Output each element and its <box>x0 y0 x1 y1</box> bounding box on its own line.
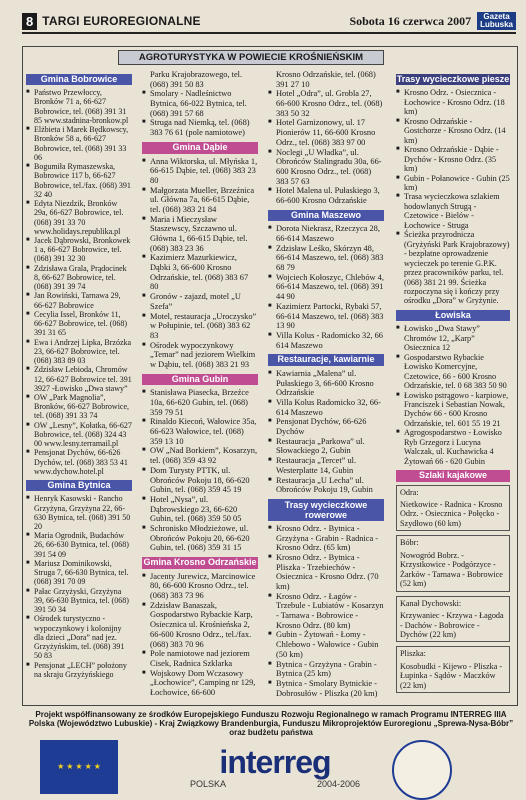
list-item-text: Wojciech Kołoszyc, Chlebów 4, 66-614 Maszewo, tel. (068) 391 44 90 <box>276 272 384 302</box>
bullet-icon: ■ <box>396 231 400 238</box>
list-item-text: Pensjonat Dychów, 66-626 Dychów <box>276 417 367 437</box>
list-dabie <box>142 157 258 370</box>
list-item-text: Bogumiła Rymaszewska, Bobrowice 117 b, 66-627 Bobrowice, tel./fax. (068) 391 32 40 <box>34 162 131 199</box>
list-item <box>268 186 384 205</box>
list-item <box>268 70 384 89</box>
list-item-text: Krosno Odrzańskie - Dąbie - Dychów - Krosno Odrz. (35 km) <box>404 145 499 174</box>
list-item <box>26 88 132 125</box>
list-bobrowice <box>26 88 132 476</box>
list-item-text: Pole namiotowe nad jeziorem Cisek, Radnica Szklarka <box>150 649 250 668</box>
list-item-text: Ośrodek turystyczno - wypoczynkowy i kolonijny dla dzieci „Dora” nad jez. Grzyżyńskim, tel. (068) 391 50 83 <box>34 614 125 661</box>
list-item-text: Hotel Garnizonowy, ul. 17 Pionierów 11, 66-600 Krosno Odrz., tel. (068) 383 97 00 <box>276 118 376 147</box>
list-item-text: OW „Nad Borkiem”, Kosarzyn, tel. (068) 359 43 92 <box>150 446 258 466</box>
list-item <box>268 148 384 187</box>
bullet-icon: ■ <box>142 389 146 396</box>
list-item-text: Rinaldo Kiecoń, Wałowice 35a, 66-623 Wałowice, tel. (068) 359 13 10 <box>150 417 257 446</box>
list-item-text: Łowisko „Dwa Stawy” Chromów 12, „Karp” Osiecznica 12 <box>404 324 480 353</box>
list-item <box>142 215 258 254</box>
kayak-route <box>396 646 510 693</box>
list-item <box>26 421 132 449</box>
bullet-icon: ■ <box>26 89 30 96</box>
bullet-icon: ■ <box>26 661 30 668</box>
list-item <box>396 174 510 193</box>
list-item-text: Gospodarstwo Rybackie Łowisko Komercyjne, Czetowice, 66 - 600 Krosno Odrzańskie, tel. 0 68 383 50 90 <box>404 352 507 391</box>
list-gubin <box>142 388 258 553</box>
list-bytnica <box>26 494 132 679</box>
list-item <box>142 524 258 553</box>
list-item <box>26 199 132 236</box>
interreg-years: 2004-2006 <box>316 779 360 789</box>
list-item-text: Motel, restauracja „Uroczysko” w Połupinie, tel. (068) 383 62 83 <box>150 311 257 340</box>
list-item <box>142 649 258 668</box>
bullet-icon: ■ <box>142 254 146 261</box>
list-item <box>142 312 258 341</box>
list-item <box>268 89 384 118</box>
bullet-icon: ■ <box>268 302 272 309</box>
column-3 <box>268 70 384 698</box>
bullet-icon: ■ <box>26 264 30 271</box>
section-header-gubin: Gmina Gubin <box>142 374 258 386</box>
list-item <box>26 236 132 264</box>
list-item-text: Gubin - Żytowań - Łomy - Chlebowo - Wałowice - Gubin (50 km) <box>276 630 379 659</box>
list-item-text: Agrogospodarstwo - Łowisko Ryb Grzegorz i Lucyna Walczak, ul. Kuchawicka 4 Żytowań 66 - 620 Gubin <box>404 428 502 466</box>
interreg-wordmark: interreg <box>219 744 331 780</box>
bullet-icon: ■ <box>268 148 272 155</box>
bullet-icon: ■ <box>268 187 272 194</box>
bullet-icon: ■ <box>268 418 272 425</box>
list-item <box>268 630 384 659</box>
bullet-icon: ■ <box>396 391 400 398</box>
list-item <box>268 456 384 475</box>
list-item-text: Jacenty Jurewicz, Marcinowice 80, 66-600 Krosno Odrz., tel. (068) 383 73 96 <box>150 571 256 601</box>
list-item-text: Zdzisław Banaszak, Gospodarstwo Rybackie Karp, Osiecznica ul. Krośnieńska 2, 66-600 Krosno Odrz., tel./fax. (068) 383 70 96 <box>150 600 253 649</box>
list-item <box>142 118 258 137</box>
list-item-text: Hotel „Odra”, ul. Grobla 27, 66-600 Krosno Odrz., tel. (068) 383 50 32 <box>276 89 383 118</box>
page-number: 8 <box>22 13 37 30</box>
bullet-icon: ■ <box>142 186 146 193</box>
list-kajakowe <box>396 485 510 694</box>
list-item-text: Kazimierz Mazurkiewicz, Dąbki 3, 66-600 Krosno Odrzańskie, tel. (068) 383 67 80 <box>150 253 249 292</box>
list-item-text: Hotel Malena ul. Pułaskiego 3, 66-600 Krosno Odrzańskie <box>276 186 380 205</box>
list-restauracje <box>268 369 384 495</box>
list-item-text: Edyta Niezdzik, Bronków 29a, 66-627 Bobrowice, tel. (068) 391 33 70 www.holidays.republika.pl <box>34 199 124 236</box>
kayak-route-text: Nowogród Bobrz. - Krzystkowice - Podgórzyce - Żarków - Tarnawa - Bobrowice (52 km) <box>400 550 503 589</box>
list-item-text: Zdzisława Grala, Prądocinek 8, 66-627 Bobrowice, tel. (068) 391 39 74 <box>34 263 127 292</box>
list-item <box>142 388 258 417</box>
list-item-text: Wojskowy Dom Wczasowy „Łochowice”, Camping nr 129, Łochowice, 66-600 <box>150 668 256 697</box>
list-item-text: Parku Krajobrazowego, tel. (068) 391 50 83 <box>150 70 243 89</box>
list-item-text: Łowisko pstrągowo - karpiowe, Franciszek i Sebastian Nowak, Dychów 66 - 600 Krosno Odrzańskie, tel. 601 55 19 21 <box>404 390 509 428</box>
list-item <box>142 601 258 649</box>
bullet-icon: ■ <box>268 457 272 464</box>
bullet-icon: ■ <box>142 447 146 454</box>
bullet-icon: ■ <box>26 559 30 566</box>
bullet-icon: ■ <box>26 200 30 207</box>
list-item <box>268 679 384 698</box>
kayak-route-text: Kosobudki - Kijewo - Pliszka - Łupinka - Sądów - Maczków (22 km) <box>400 661 503 690</box>
list-item-text: Maria i Mieczysław Staszewscy, Szczawno ul. Główna 1, 66-615 Dąbie, tel. (068) 383 23 36 <box>150 214 248 253</box>
list-piesze <box>396 88 510 305</box>
list-item <box>268 398 384 417</box>
list-item <box>142 157 258 186</box>
bullet-icon: ■ <box>268 399 272 405</box>
list-item-text: Villa Kolus - Radomicko 32, 66 614 Maszewo <box>276 330 383 350</box>
bullet-icon: ■ <box>26 236 30 243</box>
bullet-icon: ■ <box>142 312 146 319</box>
list-item-text: Elżbieta i Marek Będkowscy, Bronków 58 a, 66-627 Bobrowice, tel. (068) 391 33 06 <box>34 125 129 162</box>
kayak-route <box>396 485 510 532</box>
list-item-text: Dorota Niekrasz, Rzeczyca 28, 66-614 Maszewo <box>276 224 380 243</box>
list-item <box>26 125 132 162</box>
column-4 <box>396 70 510 697</box>
list-item <box>26 310 132 338</box>
list-item-text: Hotel „Nysa”, ul. Dąbrowskiego 23, 66-620 Gubin, tel. (068) 359 50 05 <box>150 494 242 524</box>
list-item-text: Bytnica - Grzyżyna - Grabin - Bytnica (25 km) <box>276 659 377 679</box>
list-item-text: Restauracja „Tercet” ul. Westerplatte 14, Gubin <box>276 456 357 475</box>
bullet-icon: ■ <box>396 429 400 436</box>
bullet-icon: ■ <box>142 495 146 502</box>
list-item <box>268 660 384 679</box>
bullet-icon: ■ <box>268 631 272 638</box>
list-item <box>396 324 510 352</box>
bullet-icon: ■ <box>142 157 146 164</box>
list-item-text: Schronisko Młodzieżowe, ul. Obrońców Pokoju 20, 66-620 Gubin, tel. (068) 359 31 15 <box>150 523 250 553</box>
list-item-text: Pensjonat „LECH” położony na skraju Grzyżyńskiego <box>34 660 127 679</box>
bullet-icon: ■ <box>26 421 30 428</box>
list-item <box>268 118 384 147</box>
section-header-krosno: Gmina Krosno Odrzańskie <box>143 557 257 567</box>
list-item <box>26 393 132 421</box>
bullet-icon: ■ <box>26 615 30 622</box>
list-item-text: Krosno Odrz. - Osiecznica - Łochowice - Krosno Odrz. (18 km) <box>404 88 505 117</box>
bullet-icon: ■ <box>396 174 400 181</box>
bullet-icon: ■ <box>142 524 146 531</box>
section-header-kajakowe: Szlaki kajakowe <box>396 470 510 481</box>
euroregion-seal-logo <box>392 740 452 800</box>
list-item <box>268 302 384 331</box>
list-item <box>142 292 258 311</box>
list-item <box>142 186 258 215</box>
bullet-icon: ■ <box>268 244 272 251</box>
list-item <box>396 192 510 230</box>
list-item-text: Ścieżka przyrodnicza (Gryżyński Park Krajobrazowy) - bezpłatne oprowadzenie wycieczek po terenie G.P.K. przez pracowników parku, tel. (068) 381 21 99. Ścieżka rozpoczyna się i kończy przy ośrodku „Dora” w Gryżynie. <box>404 230 510 306</box>
list-item <box>268 437 384 456</box>
list-item <box>26 448 132 476</box>
list-item-text: Bytnica - Smolary Bytnickie - Dobrosułów - Pliszka (20 km) <box>276 678 378 698</box>
rowerowe-title-line1: Trasy wycieczkowe <box>284 499 368 510</box>
list-item <box>268 417 384 436</box>
list-item-text: Zdzisław Leśko, Skórzyn 48, 66-614 Maszewo, tel. (068) 383 68 79 <box>276 243 384 273</box>
list-col2-top <box>142 70 258 138</box>
section-header-maszewo: Gmina Maszewo <box>268 210 384 222</box>
section-header-bobrowice: Gmina Bobrowice <box>26 74 132 85</box>
list-item <box>268 244 384 273</box>
list-item-text: Krosno Odrzańskie, tel. (068) 391 27 10 <box>276 70 376 89</box>
bullet-icon: ■ <box>142 341 146 348</box>
eu-flag-logo <box>40 740 118 794</box>
bullet-icon: ■ <box>142 418 146 425</box>
bullet-icon: ■ <box>26 449 30 456</box>
list-item <box>26 291 132 309</box>
bullet-icon: ■ <box>268 90 272 97</box>
list-item-text: Krosno Odrz. - Bytnica - Grzyżyna - Grabin - Radnica - Krosno Odrz. (65 km) <box>276 523 379 553</box>
logo-line2: Lubuska <box>480 20 513 29</box>
list-item-text: Gubin - Połanowice - Gubin (25 km) <box>404 173 510 192</box>
list-item-text: Restauracja „Parkowa” ul. Słowackiego 2, Gubin <box>276 436 365 456</box>
list-item <box>26 365 132 393</box>
bullet-icon: ■ <box>26 163 30 170</box>
bullet-icon: ■ <box>268 660 272 667</box>
bullet-icon <box>142 70 150 89</box>
list-item <box>142 669 258 698</box>
list-item-text: Maria Ogrodnik, Budachów 26, 66-630 Bytnica, tel. (068) 391 54 09 <box>34 531 129 559</box>
kayak-route-title: Odra: <box>400 487 419 497</box>
kayak-route-text: Nietkowice - Radnica - Krosno Odrz. - Osiecznica - Połęcko - Szydłowo (60 km) <box>400 500 503 528</box>
list-item-text: OW „Lesny”, Kołatka, 66-627 Bobrowice, tel. (068) 324 43 00 www.lesny.terramail.pl <box>34 420 132 449</box>
list-maszewo <box>268 224 384 350</box>
list-item <box>268 273 384 302</box>
kayak-route-title: Bóbr: <box>400 538 419 548</box>
section-header-bytnica: Gmina Bytnica <box>26 480 132 491</box>
list-item <box>142 572 258 601</box>
list-item-text: OW „Park Magnolia”, Bronków, 66-627 Bobrowice, tel. (068) 391 33 74 <box>34 392 130 421</box>
bullet-icon: ■ <box>268 225 272 232</box>
list-item-text: Gronów - zajazd, motel „U Szefa” <box>150 292 241 311</box>
list-item <box>268 224 384 243</box>
list-item <box>142 253 258 292</box>
list-item <box>396 230 510 306</box>
bullet-icon: ■ <box>396 89 400 96</box>
list-item <box>268 369 384 398</box>
bullet-icon: ■ <box>268 524 272 531</box>
funding-note: Projekt współfinansowany ze środków Europejskiego Funduszu Rozwoju Regionalnego w ramach Programu INTERREG IIIA Polska (Województwo Lubuskie) - Kraj Związkowy Brandenburgia, Funduszu Mikroprojektów Euroregionu „Sprewa-Nysa-Bóbr” oraz budżetu państwa <box>28 710 514 737</box>
column-1 <box>26 70 132 679</box>
bullet-icon: ■ <box>268 476 272 483</box>
bullet-icon: ■ <box>268 331 272 338</box>
bullet-icon: ■ <box>142 466 146 473</box>
section-header-piesze: Trasy wycieczkowe piesze <box>396 74 510 84</box>
kayak-route-title: Kanał Dychowski: <box>400 598 462 608</box>
list-item-text: Cecylia Issel, Bronków 11, 66-627 Bobrowice, tel. (068) 391 31 65 <box>34 309 128 338</box>
bullet-icon <box>268 70 276 89</box>
list-item <box>26 494 132 531</box>
kayak-route <box>396 535 510 591</box>
bullet-icon: ■ <box>142 572 146 579</box>
list-item <box>142 70 258 89</box>
bullet-icon: ■ <box>26 126 30 133</box>
logo-line1: Gazeta <box>483 12 510 21</box>
bullet-icon: ■ <box>268 679 272 686</box>
list-item-text: Anna Wiktorska, ul. Młyńska 1, 66-615 Dąbie, tel. (068) 383 23 80 <box>150 156 258 185</box>
bullet-icon: ■ <box>142 293 146 300</box>
list-item-text: Pensjonat Dychów, 66-626 Dychów, tel. (068) 383 53 41 www.dychow.hotel.pl <box>34 448 128 476</box>
bullet-icon: ■ <box>268 592 272 599</box>
list-item <box>26 661 132 679</box>
list-item-text: Villa Kolus Radomicko 32, 66-614 Maszewo <box>276 398 381 417</box>
list-item <box>396 353 510 391</box>
bullet-icon: ■ <box>268 553 272 560</box>
kayak-route-text: Krzywaniec - Krzywa - Łagoda - Dachów - Bobrowice - Dychów (22 km) <box>400 611 504 640</box>
list-item-text: Noclegi „U Władka”, ul. Obrońców Stalingradu 30a, 66-600 Krosno Odrz., tel. (068) 383 57 63 <box>276 147 382 186</box>
list-item-text: Mariusz Dominikowski, Struga 7, 66-630 Bytnica, tel. (068) 391 70 09 <box>34 558 129 587</box>
rowerowe-title-line2: rowerowe <box>304 509 347 520</box>
kayak-route <box>396 596 510 643</box>
bullet-icon: ■ <box>142 215 146 222</box>
list-krosno <box>142 572 258 698</box>
section-header-restauracje: Restauracje, kawiarnie <box>268 354 384 366</box>
bullet-icon: ■ <box>26 532 30 539</box>
list-item <box>268 331 384 350</box>
section-header-rowerowe <box>268 499 384 521</box>
list-item <box>268 592 384 631</box>
list-item <box>396 428 510 466</box>
list-rowerowe <box>268 524 384 698</box>
section-title: TARGI EUROREGIONALNE <box>42 14 201 28</box>
list-item <box>142 495 258 524</box>
list-item <box>142 89 258 118</box>
list-item-text: Pałac Grzyżyski, Grzyżyna 39, 66-630 Bytnica, tel. (068) 391 50 34 <box>34 586 129 615</box>
bullet-icon: ■ <box>396 193 400 200</box>
list-col3-top <box>268 70 384 206</box>
list-item-text: Państwo Przewłoccy, Bronków 71 a, 66-627 Bobrowice, tel. (068) 391 31 85 www.stadnina-bronkow.pl <box>34 88 129 125</box>
page-header <box>22 10 516 34</box>
list-item-text: Kazimierz Partocki, Rybaki 57, 66-614 Maszewo, tel. (068) 383 13 90 <box>276 301 384 331</box>
list-item-text: Małgorzata Mueller, Brzeźnica ul. Główna 7a, 66-615 Dąbie, tel. (068) 383 21 84 <box>150 185 255 214</box>
list-item <box>26 587 132 615</box>
interreg-logo <box>190 745 360 793</box>
list-item <box>142 341 258 370</box>
bullet-icon: ■ <box>268 273 272 280</box>
list-item-text: Stanisława Piasecka, Brzeźce 10a, 66-620 Gubin, tel. (068) 359 79 51 <box>150 388 249 417</box>
list-item <box>142 466 258 495</box>
list-item-text: Kawiarnia „Malena” ul. Pułaskiego 3, 66-600 Krosno Odrzańskie <box>276 368 374 398</box>
list-item <box>268 524 384 553</box>
bullet-icon: ■ <box>26 495 30 502</box>
list-item <box>396 117 510 145</box>
list-item-text: Ewa i Andrzej Lipka, Brzózka 23, 66-627 Bobrowice, tel. (068) 383 89 03 <box>34 337 132 366</box>
bullet-icon: ■ <box>142 119 146 126</box>
bullet-icon: ■ <box>396 325 400 332</box>
list-item-text: Henryk Kasowski - Rancho Grzyżyna, Grzyżyna 22, 66-630 Bytnica, tel. (068) 391 50 20 <box>34 494 131 532</box>
list-item <box>142 446 258 465</box>
bullet-icon: ■ <box>26 393 30 400</box>
list-item <box>26 338 132 366</box>
bullet-icon: ■ <box>26 338 30 345</box>
bullet-icon: ■ <box>142 601 146 608</box>
bullet-icon: ■ <box>142 90 146 97</box>
list-item <box>396 145 510 173</box>
list-item-text: Restauracja „U Lecha” ul. Obrońców Pokoju 19, Gubin <box>276 475 373 495</box>
interreg-polska: POLSKA <box>190 779 227 789</box>
list-item <box>26 264 132 292</box>
eu-stars-icon: ★ ★ ★ ★ ★ <box>57 762 101 771</box>
issue-date: Sobota 16 czerwca 2007 <box>349 13 472 28</box>
bullet-icon: ■ <box>142 650 146 657</box>
list-item <box>26 559 132 587</box>
list-item-text: Smolary - Nadleśnictwo Bytnica, 66-022 Bytnica, tel. (068) 391 57 68 <box>150 89 247 118</box>
list-item-text: Zdzisław Lebioda, Chromów 12, 66-627 Bobrowice tel. 391 3927 -Łowisko „Dwa stawy” <box>34 365 132 393</box>
list-item <box>26 162 132 199</box>
bullet-icon: ■ <box>142 669 146 676</box>
list-item <box>396 88 510 116</box>
list-item-text: Ośrodek wypoczynkowy „Temar” nad jeziorem Wielkim w Dąbiu, tel. (068) 383 21 93 <box>150 340 256 369</box>
list-item-text: Struga nad Niemką, tel. (068) 383 76 61 (pole namiotowe) <box>150 118 250 138</box>
bullet-icon: ■ <box>268 369 272 376</box>
list-item-text: Trasa wycieczkowa szlakiem hodowlanych Strugą - Czetowice - Bielów - Łochowice - Struga <box>404 192 500 230</box>
kayak-route-title: Pliszka: <box>400 649 426 659</box>
bullet-icon: ■ <box>26 587 30 594</box>
bullet-icon: ■ <box>396 353 400 360</box>
list-lowiska <box>396 324 510 466</box>
bullet-icon: ■ <box>396 117 400 124</box>
bullet-icon: ■ <box>268 119 272 126</box>
list-item-text: Jan Rowiński, Tarnawa 29, 66-627 Bobrowice <box>34 291 121 310</box>
list-item <box>268 476 384 495</box>
column-2 <box>142 70 258 698</box>
list-item-text: Jacek Dąbrowski, Bronkowek 1 a, 66-627 Bobrowice, tel. (068) 391 32 30 <box>34 235 131 264</box>
interreg-subline <box>190 779 360 789</box>
bullet-icon: ■ <box>26 310 30 317</box>
newspaper-logo <box>477 12 516 30</box>
list-item <box>268 553 384 592</box>
bullet-icon: ■ <box>26 366 30 373</box>
list-item-text: Krosno Odrz. - Łagów - Trzebule - Lubiatów - Kosarzyn - Tarnawa - Bobrowice - Krosno Odrz. (80 km) <box>276 591 384 630</box>
list-item <box>142 417 258 446</box>
bullet-icon: ■ <box>26 292 30 299</box>
bullet-icon: ■ <box>268 437 272 444</box>
list-item <box>396 391 510 429</box>
list-item <box>26 531 132 559</box>
list-item-text: Krosno Odrzańskie - Gostchorze - Krosno Odrz. (14 km) <box>404 116 506 145</box>
list-item <box>26 614 132 660</box>
list-item-text: Dom Turysty PTTK, ul. Obrońców Pokoju 18, 66-620 Gubin, tel. (068) 359 45 19 <box>150 465 250 495</box>
section-header-dabie: Gmina Dąbie <box>142 142 258 154</box>
section-header-lowiska: Łowiska <box>396 310 510 321</box>
article-banner: AGROTURYSTYKA W POWIECIE KROŚNIEŃSKIM <box>118 50 384 65</box>
bullet-icon: ■ <box>396 146 400 153</box>
list-item-text: Krosno Odrz. - Bytnica - Pliszka - Trzebiechów - Osiecznica - Krosno Odrz. (70 km) <box>276 552 379 591</box>
